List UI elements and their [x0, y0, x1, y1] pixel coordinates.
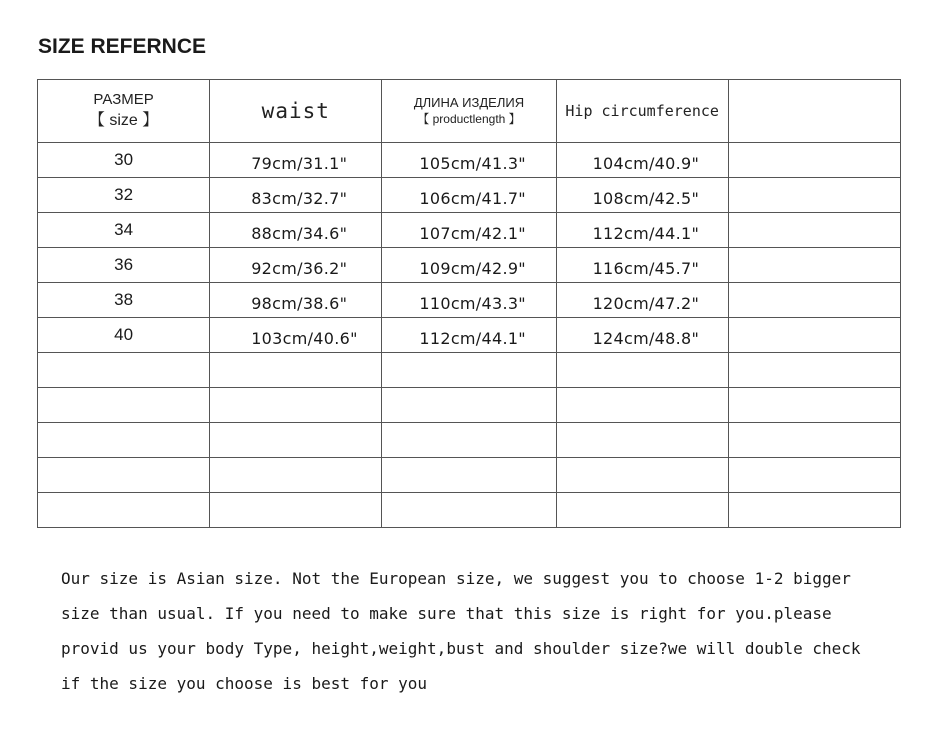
- cell-length-value: 110cm/43.3": [419, 293, 526, 313]
- cell-length: [382, 318, 556, 353]
- empty-cell: [728, 458, 900, 493]
- cell-extra: [728, 248, 900, 283]
- cell-size-value: 34: [114, 220, 134, 239]
- cell-waist-value: 103cm/40.6": [251, 328, 358, 348]
- size-note: [61, 561, 911, 701]
- cell-length-value: 109cm/42.9": [419, 258, 526, 278]
- empty-cell: [210, 423, 382, 458]
- empty-cell: [210, 458, 382, 493]
- cell-size-value: 38: [114, 290, 134, 309]
- empty-table-row: [38, 423, 901, 458]
- note-line: Our size is Asian size. Not the European size, we suggest you to choose 1-2 bigger: [61, 569, 851, 588]
- empty-table-row: [38, 388, 901, 423]
- cell-length-value: 107cm/42.1": [419, 223, 526, 243]
- empty-cell: [556, 493, 728, 528]
- table-header-row: [38, 80, 901, 143]
- header-length: [382, 80, 556, 143]
- empty-cell: [728, 493, 900, 528]
- cell-size-value: 30: [114, 150, 134, 169]
- cell-length: [382, 143, 556, 178]
- header-hip-label: Hip circumference: [565, 101, 719, 120]
- cell-size-value: 36: [114, 255, 134, 274]
- cell-size: [38, 178, 210, 213]
- cell-hip-value: 108cm/42.5": [592, 188, 700, 208]
- cell-size-value: 32: [114, 185, 134, 204]
- cell-hip: [556, 143, 728, 178]
- header-size-ru: РАЗМЕР: [93, 91, 154, 108]
- empty-cell: [38, 458, 210, 493]
- header-extra: [728, 80, 900, 143]
- cell-hip: [556, 248, 728, 283]
- cell-extra: [728, 178, 900, 213]
- cell-hip-value: 124cm/48.8": [592, 328, 700, 348]
- cell-length: [382, 178, 556, 213]
- empty-cell: [728, 388, 900, 423]
- cell-extra: [728, 213, 900, 248]
- cell-hip-value: 104cm/40.9": [592, 153, 700, 173]
- empty-table-row: [38, 493, 901, 528]
- table-row: [38, 318, 901, 353]
- table-row: [38, 283, 901, 318]
- cell-hip: [556, 318, 728, 353]
- table-row: [38, 213, 901, 248]
- header-length-en: 【 productlength 】: [417, 112, 521, 126]
- cell-waist-value: 79cm/31.1": [251, 153, 348, 173]
- empty-cell: [38, 388, 210, 423]
- cell-size: [38, 283, 210, 318]
- cell-waist: [210, 178, 382, 213]
- header-waist: [210, 80, 382, 143]
- empty-cell: [382, 493, 556, 528]
- cell-extra: [728, 143, 900, 178]
- header-waist-label: waist: [261, 99, 330, 123]
- note-line: provid us your body Type, height,weight,bust and shoulder size?we will double check: [61, 639, 861, 658]
- cell-hip-value: 116cm/45.7": [592, 258, 700, 278]
- empty-cell: [38, 353, 210, 388]
- cell-length: [382, 248, 556, 283]
- empty-cell: [728, 423, 900, 458]
- empty-cell: [556, 353, 728, 388]
- cell-extra: [728, 283, 900, 318]
- table-row: [38, 143, 901, 178]
- empty-table-row: [38, 353, 901, 388]
- cell-waist-value: 88cm/34.6": [251, 223, 348, 243]
- empty-cell: [382, 458, 556, 493]
- cell-hip: [556, 283, 728, 318]
- empty-cell: [382, 423, 556, 458]
- cell-size: [38, 248, 210, 283]
- header-hip: [556, 80, 728, 143]
- cell-length-value: 105cm/41.3": [419, 153, 526, 173]
- table-row: [38, 248, 901, 283]
- empty-cell: [38, 493, 210, 528]
- empty-cell: [556, 423, 728, 458]
- cell-waist-value: 92cm/36.2": [251, 258, 348, 278]
- empty-cell: [556, 388, 728, 423]
- empty-cell: [382, 353, 556, 388]
- cell-size-value: 40: [114, 325, 134, 344]
- note-line: if the size you choose is best for you: [61, 674, 428, 693]
- empty-cell: [210, 353, 382, 388]
- page-title: SIZE REFERNCE: [38, 35, 207, 58]
- empty-cell: [210, 493, 382, 528]
- cell-waist: [210, 283, 382, 318]
- empty-cell: [728, 353, 900, 388]
- cell-size: [38, 143, 210, 178]
- cell-hip-value: 120cm/47.2": [592, 293, 700, 313]
- size-chart-table: [37, 79, 901, 528]
- cell-waist: [210, 143, 382, 178]
- cell-waist: [210, 213, 382, 248]
- cell-length: [382, 213, 556, 248]
- empty-table-row: [38, 458, 901, 493]
- empty-cell: [210, 388, 382, 423]
- cell-length: [382, 283, 556, 318]
- header-size: [38, 80, 210, 143]
- cell-size: [38, 318, 210, 353]
- header-size-en: 【 size 】: [88, 112, 159, 129]
- cell-hip: [556, 178, 728, 213]
- cell-waist-value: 98cm/38.6": [251, 293, 348, 313]
- cell-extra: [728, 318, 900, 353]
- cell-waist-value: 83cm/32.7": [251, 188, 348, 208]
- cell-length-value: 106cm/41.7": [419, 188, 526, 208]
- note-line: size than usual. If you need to make sure that this size is right for you.please: [61, 604, 832, 623]
- empty-cell: [382, 388, 556, 423]
- cell-hip-value: 112cm/44.1": [592, 223, 700, 243]
- cell-waist: [210, 318, 382, 353]
- empty-cell: [556, 458, 728, 493]
- table-row: [38, 178, 901, 213]
- cell-size: [38, 213, 210, 248]
- cell-waist: [210, 248, 382, 283]
- cell-hip: [556, 213, 728, 248]
- cell-length-value: 112cm/44.1": [419, 328, 526, 348]
- header-length-ru: ДЛИНА ИЗДЕЛИЯ: [413, 95, 525, 110]
- empty-cell: [38, 423, 210, 458]
